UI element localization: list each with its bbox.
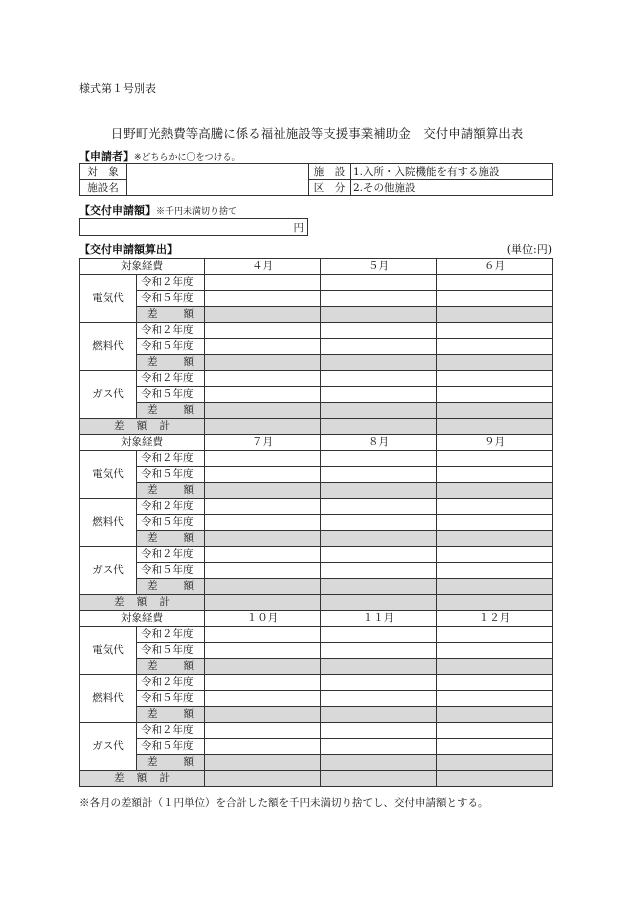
row-label: 差 額 [137, 483, 205, 499]
applicant-heading: 【申請者】 [79, 150, 134, 163]
table-row [80, 355, 553, 371]
month-header: ９月 [437, 435, 553, 451]
row-label: 差 額 [137, 403, 205, 419]
difference-cell [437, 483, 553, 499]
amount-input-cell[interactable] [321, 563, 437, 579]
difference-cell [321, 483, 437, 499]
amount-input-cell[interactable] [205, 627, 321, 643]
division-option-1[interactable]: 1.入所・入院機能を有する施設 [351, 164, 553, 180]
amount-input-cell[interactable] [321, 467, 437, 483]
total-label: 差 額 計 [80, 771, 205, 787]
target-expense-label: 対象経費 [80, 611, 205, 627]
row-label: 令和５年度 [137, 515, 205, 531]
amount-input-cell[interactable] [437, 451, 553, 467]
row-label: 令和５年度 [137, 739, 205, 755]
row-label: 令和２年度 [137, 499, 205, 515]
amount-input-cell[interactable] [205, 451, 321, 467]
difference-cell [205, 355, 321, 371]
month-header: １１月 [321, 611, 437, 627]
table-row [80, 499, 553, 515]
facility-name-field[interactable] [127, 164, 309, 196]
table-row [80, 531, 553, 547]
target-expense-label: 対象経費 [80, 259, 205, 275]
total-cell [205, 419, 321, 435]
total-cell [437, 771, 553, 787]
total-cell [321, 419, 437, 435]
amount-input-cell[interactable] [321, 323, 437, 339]
amount-input-cell[interactable] [321, 371, 437, 387]
table-row [80, 723, 553, 739]
difference-cell [437, 707, 553, 723]
amount-input-cell[interactable] [205, 323, 321, 339]
table-row [80, 403, 553, 419]
row-label: 令和２年度 [137, 451, 205, 467]
amount-input-cell[interactable] [321, 739, 437, 755]
amount-input-cell[interactable] [321, 627, 437, 643]
total-cell [321, 595, 437, 611]
difference-cell [321, 531, 437, 547]
table-row [80, 275, 553, 291]
amount-input-cell[interactable] [205, 739, 321, 755]
calc-heading: 【交付申請額算出】 [79, 243, 178, 256]
category-label: ガス代 [80, 547, 137, 595]
amount-input-cell[interactable] [437, 643, 553, 659]
difference-cell [321, 755, 437, 771]
row-label: 差 額 [137, 307, 205, 323]
row-label: 差 額 [137, 707, 205, 723]
amount-input-cell[interactable] [437, 515, 553, 531]
amount-input-cell[interactable] [321, 675, 437, 691]
applicant-table [79, 163, 553, 196]
table-row [80, 339, 553, 355]
table-row [80, 371, 553, 387]
category-label: 電気代 [80, 275, 137, 323]
table-row [80, 451, 553, 467]
difference-cell [205, 659, 321, 675]
difference-cell [437, 403, 553, 419]
applicant-heading-row [79, 148, 241, 164]
amount-input-cell[interactable] [437, 627, 553, 643]
amount-input-cell[interactable] [437, 723, 553, 739]
division-label-1: 施 設 [309, 164, 351, 180]
amount-table [79, 218, 308, 236]
table-row [80, 291, 553, 307]
total-cell [437, 595, 553, 611]
table-row [80, 515, 553, 531]
amount-input-cell[interactable] [205, 275, 321, 291]
row-label: 差 額 [137, 755, 205, 771]
row-label: 差 額 [137, 579, 205, 595]
calc-header-row [80, 611, 553, 627]
row-label: 令和５年度 [137, 691, 205, 707]
amount-heading: 【交付申請額】 [79, 204, 156, 217]
table-row [80, 643, 553, 659]
table-row [80, 563, 553, 579]
calc-table [79, 258, 553, 787]
table-row [80, 323, 553, 339]
amount-input-cell[interactable] [205, 563, 321, 579]
amount-input-cell[interactable] [205, 691, 321, 707]
category-label: ガス代 [80, 723, 137, 771]
footnote: ※各月の差額計（１円単位）を合計した額を千円未満切り捨てし、交付申請額とする。 [79, 797, 489, 809]
table-row [80, 739, 553, 755]
table-row [80, 627, 553, 643]
row-label: 令和５年度 [137, 339, 205, 355]
category-label: 電気代 [80, 451, 137, 499]
row-label: 令和２年度 [137, 627, 205, 643]
category-label: ガス代 [80, 371, 137, 419]
amount-input-cell[interactable] [205, 675, 321, 691]
table-row [80, 307, 553, 323]
total-cell [205, 771, 321, 787]
table-row [80, 483, 553, 499]
difference-cell [321, 707, 437, 723]
total-cell [321, 771, 437, 787]
amount-input-cell[interactable] [205, 643, 321, 659]
month-header: １２月 [437, 611, 553, 627]
row-label: 令和２年度 [137, 371, 205, 387]
facility-label-1: 対 象 [80, 164, 127, 180]
amount-input-cell[interactable] [437, 275, 553, 291]
table-row [80, 707, 553, 723]
total-cell [437, 419, 553, 435]
month-header: ６月 [437, 259, 553, 275]
amount-input-cell[interactable] [321, 515, 437, 531]
amount-input-cell[interactable] [321, 723, 437, 739]
table-row [80, 579, 553, 595]
month-header: ８月 [321, 435, 437, 451]
table-row [80, 659, 553, 675]
applicant-note: ※どちらかに〇をつける。 [134, 153, 241, 163]
difference-cell [437, 531, 553, 547]
total-row [80, 419, 553, 435]
month-header: １０月 [205, 611, 321, 627]
table-row [80, 691, 553, 707]
row-label: 差 額 [137, 531, 205, 547]
amount-input-cell[interactable] [205, 723, 321, 739]
amount-input-cell[interactable] [205, 515, 321, 531]
difference-cell [205, 403, 321, 419]
amount-input-cell[interactable] [437, 563, 553, 579]
table-row [80, 467, 553, 483]
difference-cell [437, 307, 553, 323]
calc-header-row [80, 259, 553, 275]
total-row [80, 595, 553, 611]
division-option-2[interactable]: 2.その他施設 [351, 180, 553, 196]
difference-cell [205, 755, 321, 771]
amount-input-cell[interactable] [437, 739, 553, 755]
amount-input-cell[interactable] [437, 499, 553, 515]
row-label: 差 額 [137, 355, 205, 371]
difference-cell [321, 307, 437, 323]
page-title: 日野町光熱費等高騰に係る福祉施設等支援事業補助金 交付申請額算出表 [110, 126, 524, 141]
amount-input-cell[interactable] [437, 675, 553, 691]
difference-cell [321, 403, 437, 419]
month-header: ５月 [321, 259, 437, 275]
difference-cell [205, 707, 321, 723]
amount-input-cell[interactable] [205, 467, 321, 483]
row-label: 令和２年度 [137, 675, 205, 691]
row-label: 令和５年度 [137, 563, 205, 579]
month-header: ７月 [205, 435, 321, 451]
amount-input-cell[interactable] [321, 291, 437, 307]
amount-input-cell[interactable] [321, 451, 437, 467]
amount-input-cell[interactable] [321, 499, 437, 515]
month-header: ４月 [205, 259, 321, 275]
difference-cell [321, 355, 437, 371]
total-label: 差 額 計 [80, 419, 205, 435]
difference-cell [321, 659, 437, 675]
amount-input-cell[interactable] [321, 643, 437, 659]
category-label: 電気代 [80, 627, 137, 675]
amount-input-cell[interactable] [437, 691, 553, 707]
amount-input-cell[interactable] [437, 467, 553, 483]
row-label: 令和５年度 [137, 291, 205, 307]
category-label: 燃料代 [80, 323, 137, 371]
amount-input-cell[interactable] [321, 691, 437, 707]
row-label: 令和２年度 [137, 547, 205, 563]
amount-input-cell[interactable] [321, 547, 437, 563]
table-row [80, 675, 553, 691]
category-label: 燃料代 [80, 675, 137, 723]
amount-input-cell[interactable] [321, 275, 437, 291]
table-row [80, 547, 553, 563]
amount-input-cell[interactable] [205, 371, 321, 387]
amount-field[interactable] [80, 219, 308, 236]
amount-unit: 円 [293, 221, 304, 234]
difference-cell [205, 483, 321, 499]
row-label: 令和５年度 [137, 467, 205, 483]
total-cell [205, 595, 321, 611]
amount-input-cell[interactable] [205, 547, 321, 563]
amount-input-cell[interactable] [437, 323, 553, 339]
table-row [80, 387, 553, 403]
row-label: 令和２年度 [137, 275, 205, 291]
amount-note: ※千円未満切り捨て [156, 207, 238, 217]
difference-cell [437, 579, 553, 595]
row-label: 令和２年度 [137, 323, 205, 339]
difference-cell [437, 659, 553, 675]
facility-label-2: 施設名 [80, 180, 127, 196]
total-label: 差 額 計 [80, 595, 205, 611]
row-label: 令和５年度 [137, 387, 205, 403]
amount-input-cell[interactable] [321, 387, 437, 403]
division-label-2: 区 分 [309, 180, 351, 196]
amount-input-cell[interactable] [437, 547, 553, 563]
total-row [80, 771, 553, 787]
amount-heading-row [79, 202, 237, 218]
target-expense-label: 対象経費 [80, 435, 205, 451]
difference-cell [321, 579, 437, 595]
difference-cell [437, 355, 553, 371]
table-row [80, 755, 553, 771]
row-label: 令和５年度 [137, 643, 205, 659]
row-label: 差 額 [137, 659, 205, 675]
amount-input-cell[interactable] [205, 291, 321, 307]
difference-cell [205, 579, 321, 595]
amount-input-cell[interactable] [205, 499, 321, 515]
amount-input-cell[interactable] [437, 387, 553, 403]
form-number: 様式第１号別表 [79, 82, 156, 95]
difference-cell [205, 531, 321, 547]
difference-cell [437, 755, 553, 771]
amount-input-cell[interactable] [437, 371, 553, 387]
amount-input-cell[interactable] [321, 339, 437, 355]
difference-cell [205, 307, 321, 323]
calc-heading-row [79, 241, 178, 257]
amount-input-cell[interactable] [205, 387, 321, 403]
amount-input-cell[interactable] [205, 339, 321, 355]
row-label: 令和２年度 [137, 723, 205, 739]
category-label: 燃料代 [80, 499, 137, 547]
amount-input-cell[interactable] [437, 291, 553, 307]
calc-header-row [80, 435, 553, 451]
amount-input-cell[interactable] [437, 339, 553, 355]
unit-note: (単位:円) [506, 243, 552, 256]
